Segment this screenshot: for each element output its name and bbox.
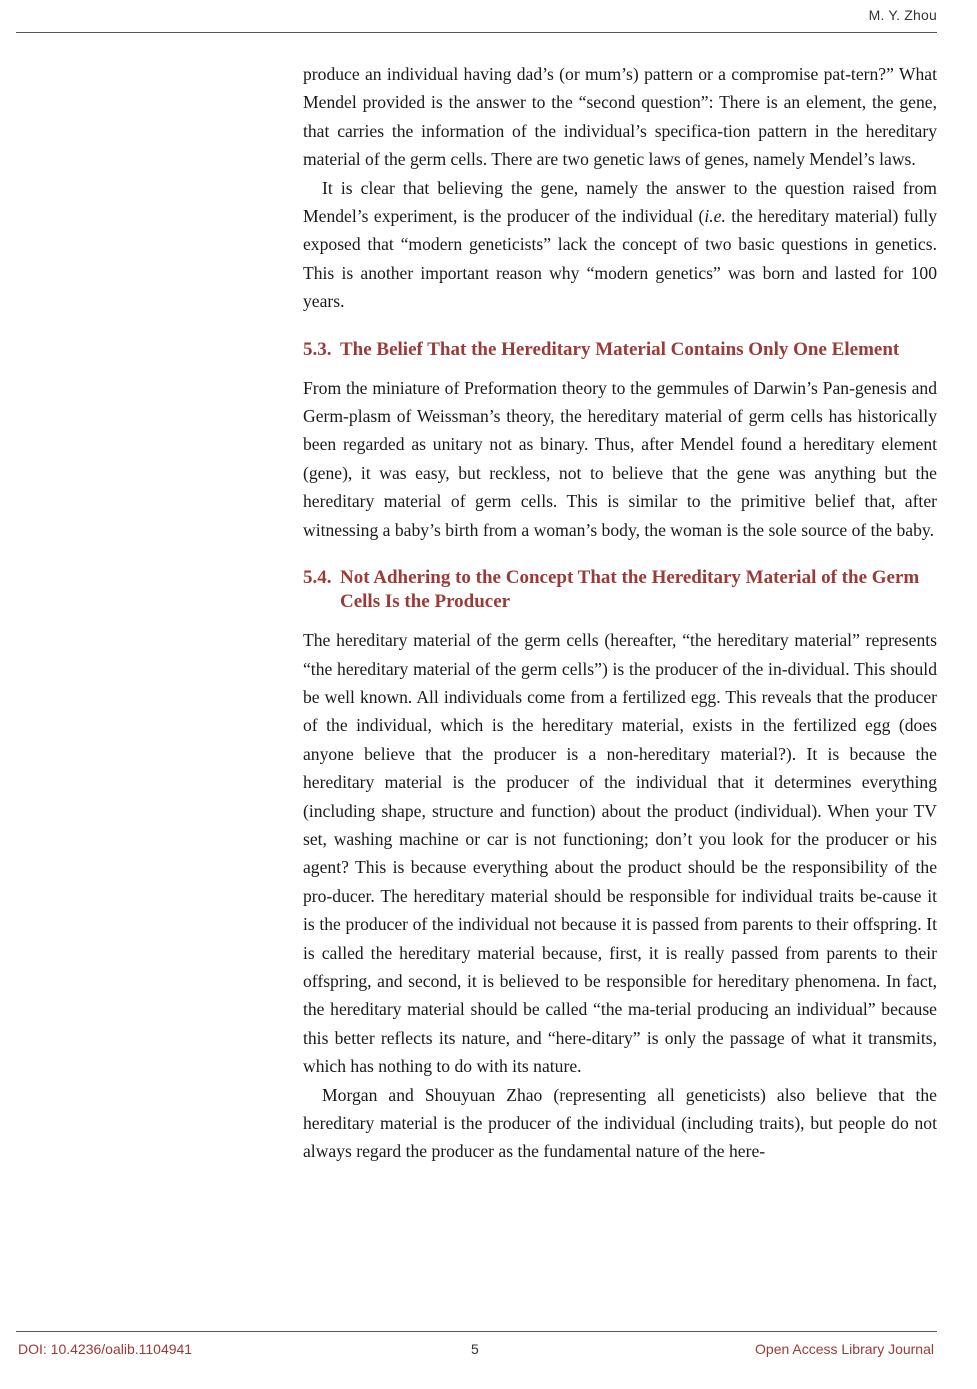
section-title-5-4: Not Adhering to the Concept That the Hereditary Material of the Germ Cells Is the Producer bbox=[340, 567, 920, 613]
section-heading-5-3 bbox=[303, 338, 937, 362]
paragraph-1: produce an individual having dad’s (or mum’s) pattern or a compromise pat-tern?” What Mendel provided is the answer to the “second question”: There is an element, the gene, that carries the information of the individual’s specifica-tion pattern in the hereditary material of the germ cells. There are two genetic laws of genes, namely Mendel’s laws. bbox=[303, 64, 937, 170]
section-title-5-3: The Belief That the Hereditary Material Contains Only One Element bbox=[340, 338, 900, 360]
section-number-5-3: 5.3. bbox=[303, 338, 332, 360]
body-column bbox=[303, 60, 937, 1166]
paragraph-3: From the miniature of Preformation theory to the gemmules of Darwin’s Pan-genesis and Germ-plasm of Weissman’s theory, the hereditary material of germ cells has historically been regarded as unitary not as binary. Thus, after Mendel found a hereditary element (gene), it was easy, but reckless, not to believe that the gene was anything but the hereditary material of germ cells. This is similar to the primitive belief that, after witnessing a baby’s birth from a woman’s body, the woman is the sole source of the baby. bbox=[303, 377, 937, 540]
section-heading-5-4 bbox=[303, 566, 937, 614]
section-number-5-4: 5.4. bbox=[303, 567, 332, 589]
footer-rule bbox=[16, 1331, 937, 1332]
paragraph-2-text-b: the hereditary material) fully exposed that “modern geneticists” lack the concept of two basic questions in genetics. This is another important reason why “modern genetics” was born and lasted for 100 years. bbox=[303, 206, 938, 312]
footer-doi: DOI: 10.4236/oalib.1104941 bbox=[18, 1341, 193, 1357]
running-header-author: M. Y. Zhou bbox=[868, 7, 937, 23]
header-rule bbox=[16, 32, 937, 33]
paragraph-4: The hereditary material of the germ cells (hereafter, “the hereditary material” represents “the hereditary material of the germ cells”) is the producer of the in-dividual. This should be well known. All individuals come from a fertilized egg. This reveals that the producer of the individual, which is the hereditary material, exists in the fertilized egg (does anyone believe that the producer is a non-hereditary material?). It is because the hereditary material is the producer of the individual that it determines everything (including shape, structure and function) about the product (individual). When your TV set, washing machine or car is not functioning; don’t you look for the producer or his agent? This is because everything about the product should be the responsibility of the pro-ducer. The hereditary material should be responsible for individual traits be-cause it is the producer of the individual not because it is passed from parents to their offspring. It is called the hereditary material because, first, it is really passed from parents to their offspring, and second, it is believed to be responsible for hereditary phenomena. In fact, the hereditary material should be called “the ma-terial producing an individual” because this better reflects its nature, and “here-ditary” is only the passage of what it transmits, which has nothing to do with its nature. bbox=[303, 630, 937, 1077]
paragraph-2-italic-ie: i.e. bbox=[704, 206, 726, 227]
paragraph-2 bbox=[303, 174, 937, 316]
paragraph-2-text-a: It is clear that believing the gene, namely the answer to the question raised from Mendel’s experiment, is the producer of the individual ( bbox=[303, 177, 937, 227]
paragraph-5: Morgan and Shouyuan Zhao (representing all geneticists) also believe that the hereditary material is the producer of the individual (including traits), but people do not always regard the producer as the fundamental nature of the here- bbox=[303, 1084, 937, 1162]
footer-journal-name: Open Access Library Journal bbox=[755, 1341, 934, 1357]
page-number: 5 bbox=[471, 1341, 479, 1357]
